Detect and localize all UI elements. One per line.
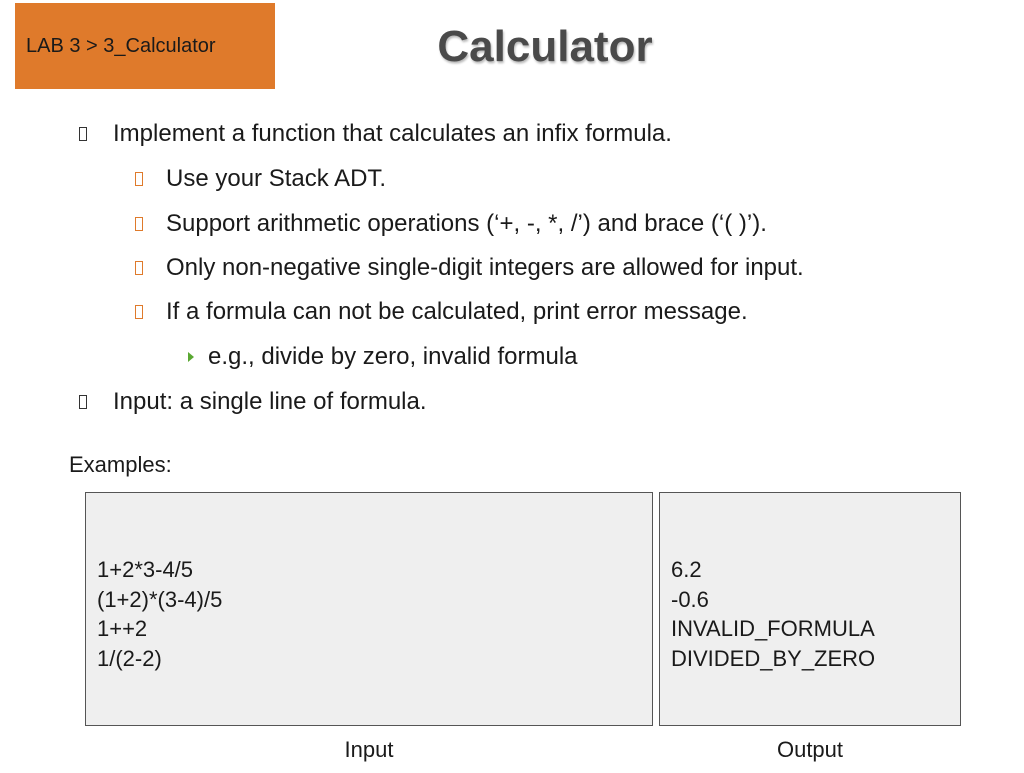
bullet-text: Only non-negative single-digit integers are allowed for input. <box>166 254 804 281</box>
bullet-text: Implement a function that calculates an infix formula. <box>113 120 672 147</box>
example-output-line: 6.2 <box>671 557 702 582</box>
example-input-line: (1+2)*(3-4)/5 <box>97 586 223 612</box>
example-output-box <box>659 492 961 726</box>
square-bullet-icon <box>135 217 143 231</box>
example-output-line: DIVIDED_BY_ZERO <box>671 645 876 671</box>
square-bullet-icon <box>79 127 87 141</box>
examples-label: Examples: <box>69 452 172 477</box>
triangle-bullet-icon <box>188 352 194 362</box>
bullet-text: If a formula can not be calculated, print error message. <box>166 298 748 325</box>
breadcrumb: LAB 3 > 3_Calculator <box>26 34 216 57</box>
bullet-text: e.g., divide by zero, invalid formula <box>208 343 578 370</box>
example-output-lines <box>671 555 875 673</box>
square-bullet-icon <box>135 261 143 275</box>
example-output-line: -0.6 <box>671 586 709 612</box>
bullet-text: Use your Stack ADT. <box>166 165 387 192</box>
example-input-box <box>85 492 653 726</box>
breadcrumb-badge <box>15 3 275 89</box>
bullet-text: Input: a single line of formula. <box>113 388 427 415</box>
example-input-lines <box>97 555 222 673</box>
bullet-text: Support arithmetic operations (‘+, -, *, /’) and brace (‘( )’). <box>166 210 767 237</box>
sub-sub-bullet-item <box>188 343 578 371</box>
example-input-line: 1+2*3-4/5 <box>97 557 194 582</box>
sub-bullet-item <box>135 254 804 282</box>
square-bullet-icon <box>135 305 143 319</box>
sub-bullet-item <box>135 165 386 193</box>
square-bullet-icon <box>135 172 143 186</box>
page-title: Calculator <box>437 22 653 71</box>
bullet-item <box>79 388 427 416</box>
input-caption: Input <box>344 737 394 762</box>
example-input-line: 1/(2-2) <box>97 645 162 671</box>
square-bullet-icon <box>79 395 87 409</box>
sub-bullet-item <box>135 298 748 326</box>
sub-bullet-item <box>135 210 767 238</box>
example-output-line: INVALID_FORMULA <box>671 616 875 641</box>
example-input-line: 1++2 <box>97 616 148 641</box>
output-caption: Output <box>776 737 844 762</box>
bullet-item <box>79 120 672 148</box>
